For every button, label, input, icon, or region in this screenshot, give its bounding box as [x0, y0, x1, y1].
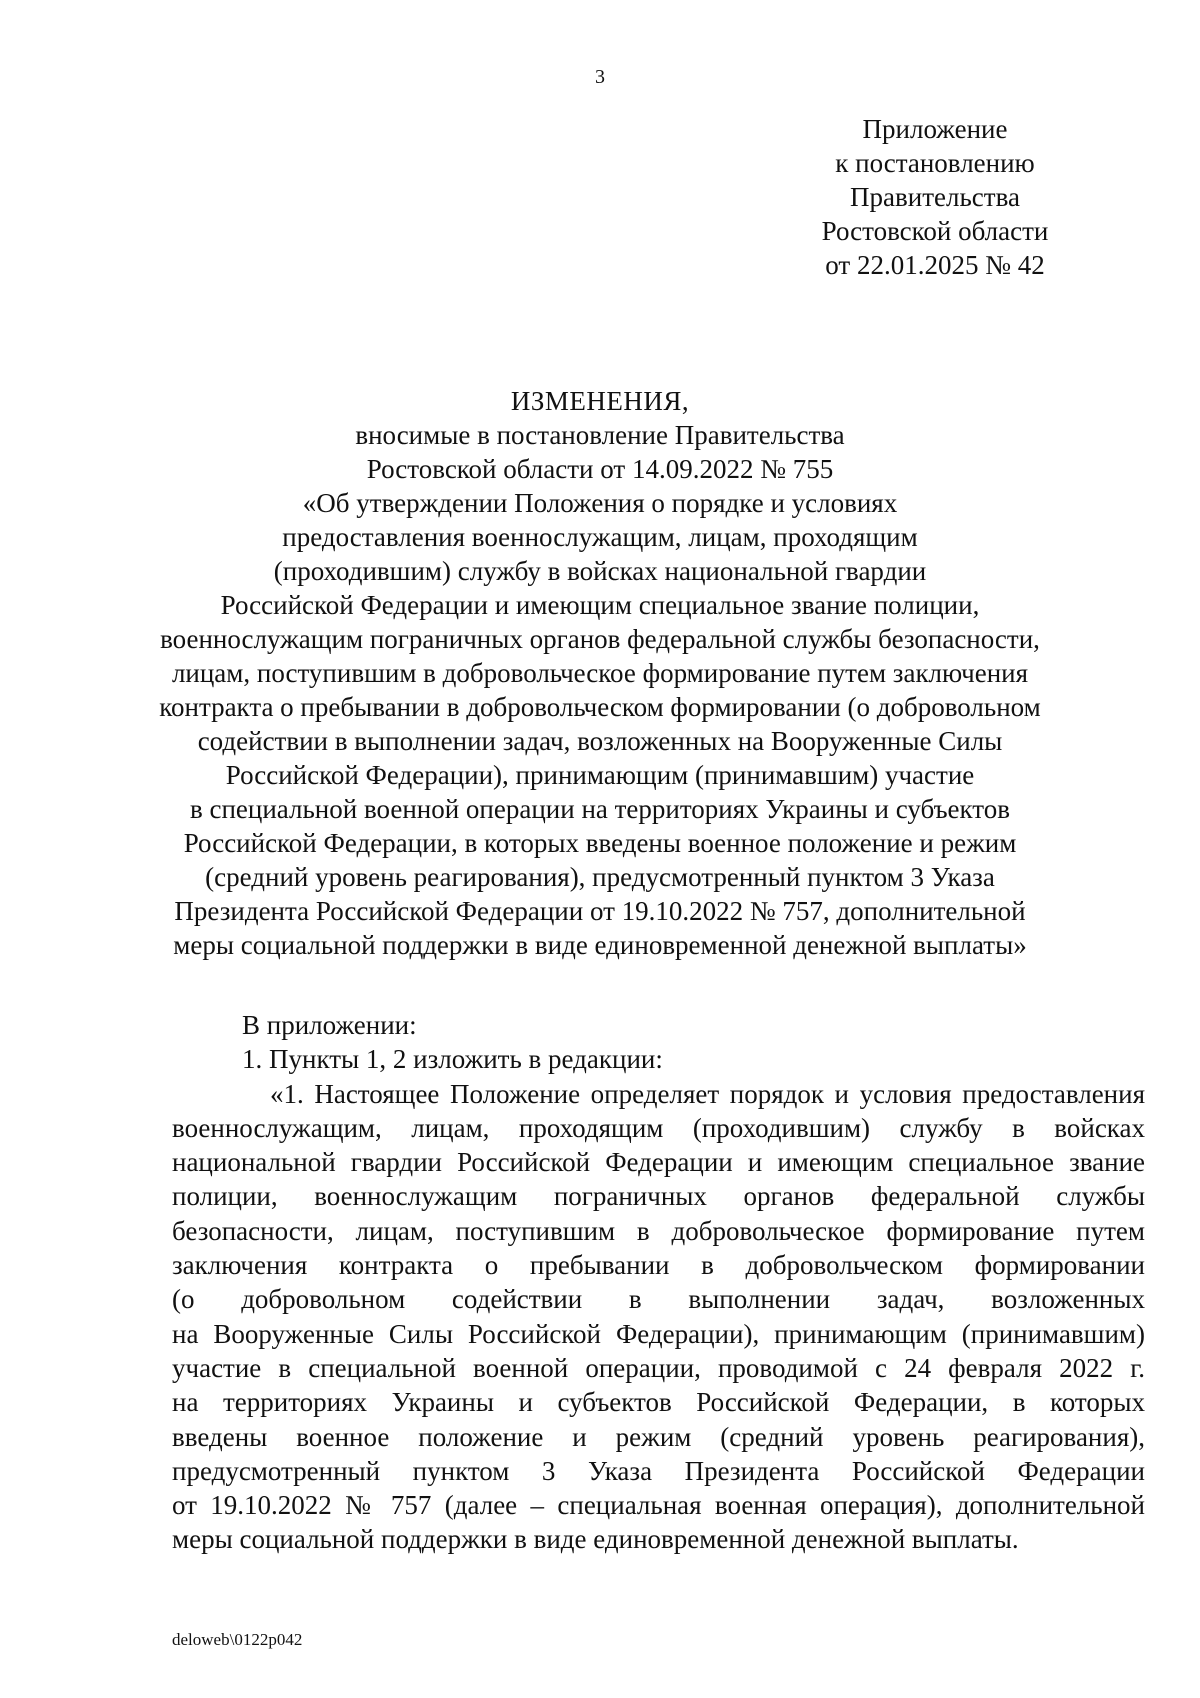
paragraph-line: на Вооруженные Силы Российской Федерации), принимающим (принимавшим) — [172, 1318, 1145, 1349]
intro-line: В приложении: — [242, 1010, 417, 1040]
document-body — [172, 1008, 1145, 1557]
heading-line: содействии в выполнении задач, возложенных на Вооруженные Силы — [197, 726, 1003, 756]
paragraph-line: участие в специальной военной операции, проводимой с 24 февраля 2022 г. — [172, 1352, 1145, 1383]
appendix-line: Ростовской области — [821, 216, 1049, 246]
paragraph-line: военнослужащим, лицам, проходящим (проходившим) службу в войсках — [172, 1112, 1145, 1143]
paragraph-line: заключения контракта о пребывании в добровольческом формировании — [172, 1250, 1145, 1281]
paragraph-line: «1. Настоящее Положение определяет порядок и условия предоставления — [270, 1078, 1145, 1109]
paragraph-line: (о добровольном содействии в выполнении задач, возложенных — [172, 1284, 1145, 1315]
paragraph-line: предусмотренный пунктом 3 Указа Президента Российской Федерации — [172, 1455, 1145, 1486]
heading-line: в специальной военной операции на территориях Украины и субъектов — [189, 794, 1010, 824]
paragraph-line: национальной гвардии Российской Федерации и имеющим специальное звание — [172, 1147, 1145, 1178]
heading-title: ИЗМЕНЕНИЯ, — [510, 386, 690, 416]
appendix-line: от 22.01.2025 № 42 — [825, 250, 1045, 280]
paragraph-line: полиции, военнослужащим пограничных органов федеральной службы — [172, 1181, 1145, 1212]
appendix-line: Приложение — [862, 114, 1008, 144]
paragraph-line: от 19.10.2022 № 757 (далее – специальная военная операция), дополнительной — [172, 1490, 1145, 1521]
heading-line: Российской Федерации), принимающим (принимавшим) участие — [225, 760, 975, 790]
heading-line: вносимые в постановление Правительства — [355, 420, 845, 450]
heading-line: меры социальной поддержки в виде единовременной денежной выплаты» — [173, 930, 1027, 960]
heading-line: (средний уровень реагирования), предусмотренный пунктом 3 Указа — [205, 862, 995, 892]
heading-line: Президента Российской Федерации от 19.10.2022 № 757, дополнительной — [174, 896, 1026, 926]
document-code: deloweb\0122p042 — [172, 1630, 303, 1649]
heading-line: предоставления военнослужащим, лицам, проходящим — [282, 522, 918, 552]
paragraph-line: меры социальной поддержки в виде единовременной денежной выплаты. — [172, 1524, 1019, 1555]
document-heading — [130, 384, 1070, 962]
heading-line: (проходившим) службу в войсках национальной гвардии — [273, 556, 927, 586]
item-1-line: 1. Пункты 1, 2 изложить в редакции: — [242, 1044, 663, 1075]
heading-line: лицам, поступившим в добровольческое формирование путем заключения — [171, 658, 1029, 688]
paragraph-line: безопасности, лицам, поступившим в добровольческое формирование путем — [172, 1215, 1145, 1246]
heading-line: контракта о пребывании в добровольческом формировании (о добровольном — [159, 692, 1041, 722]
heading-line: Ростовской области от 14.09.2022 № 755 — [366, 454, 834, 484]
appendix-block — [790, 112, 1080, 282]
paragraph-line: на территориях Украины и субъектов Российской Федерации, в которых — [172, 1387, 1145, 1418]
appendix-line: к постановлению — [835, 148, 1035, 178]
page-number: 3 — [595, 66, 605, 88]
heading-line: Российской Федерации, в которых введены военное положение и режим — [183, 828, 1017, 858]
paragraph-line: введены военное положение и режим (средний уровень реагирования), — [172, 1421, 1145, 1452]
appendix-line: Правительства — [850, 182, 1020, 212]
heading-line: Российской Федерации и имеющим специальное звание полиции, — [220, 590, 980, 620]
heading-line: военнослужащим пограничных органов федеральной службы безопасности, — [160, 624, 1040, 654]
heading-line: «Об утверждении Положения о порядке и условиях — [302, 488, 898, 518]
